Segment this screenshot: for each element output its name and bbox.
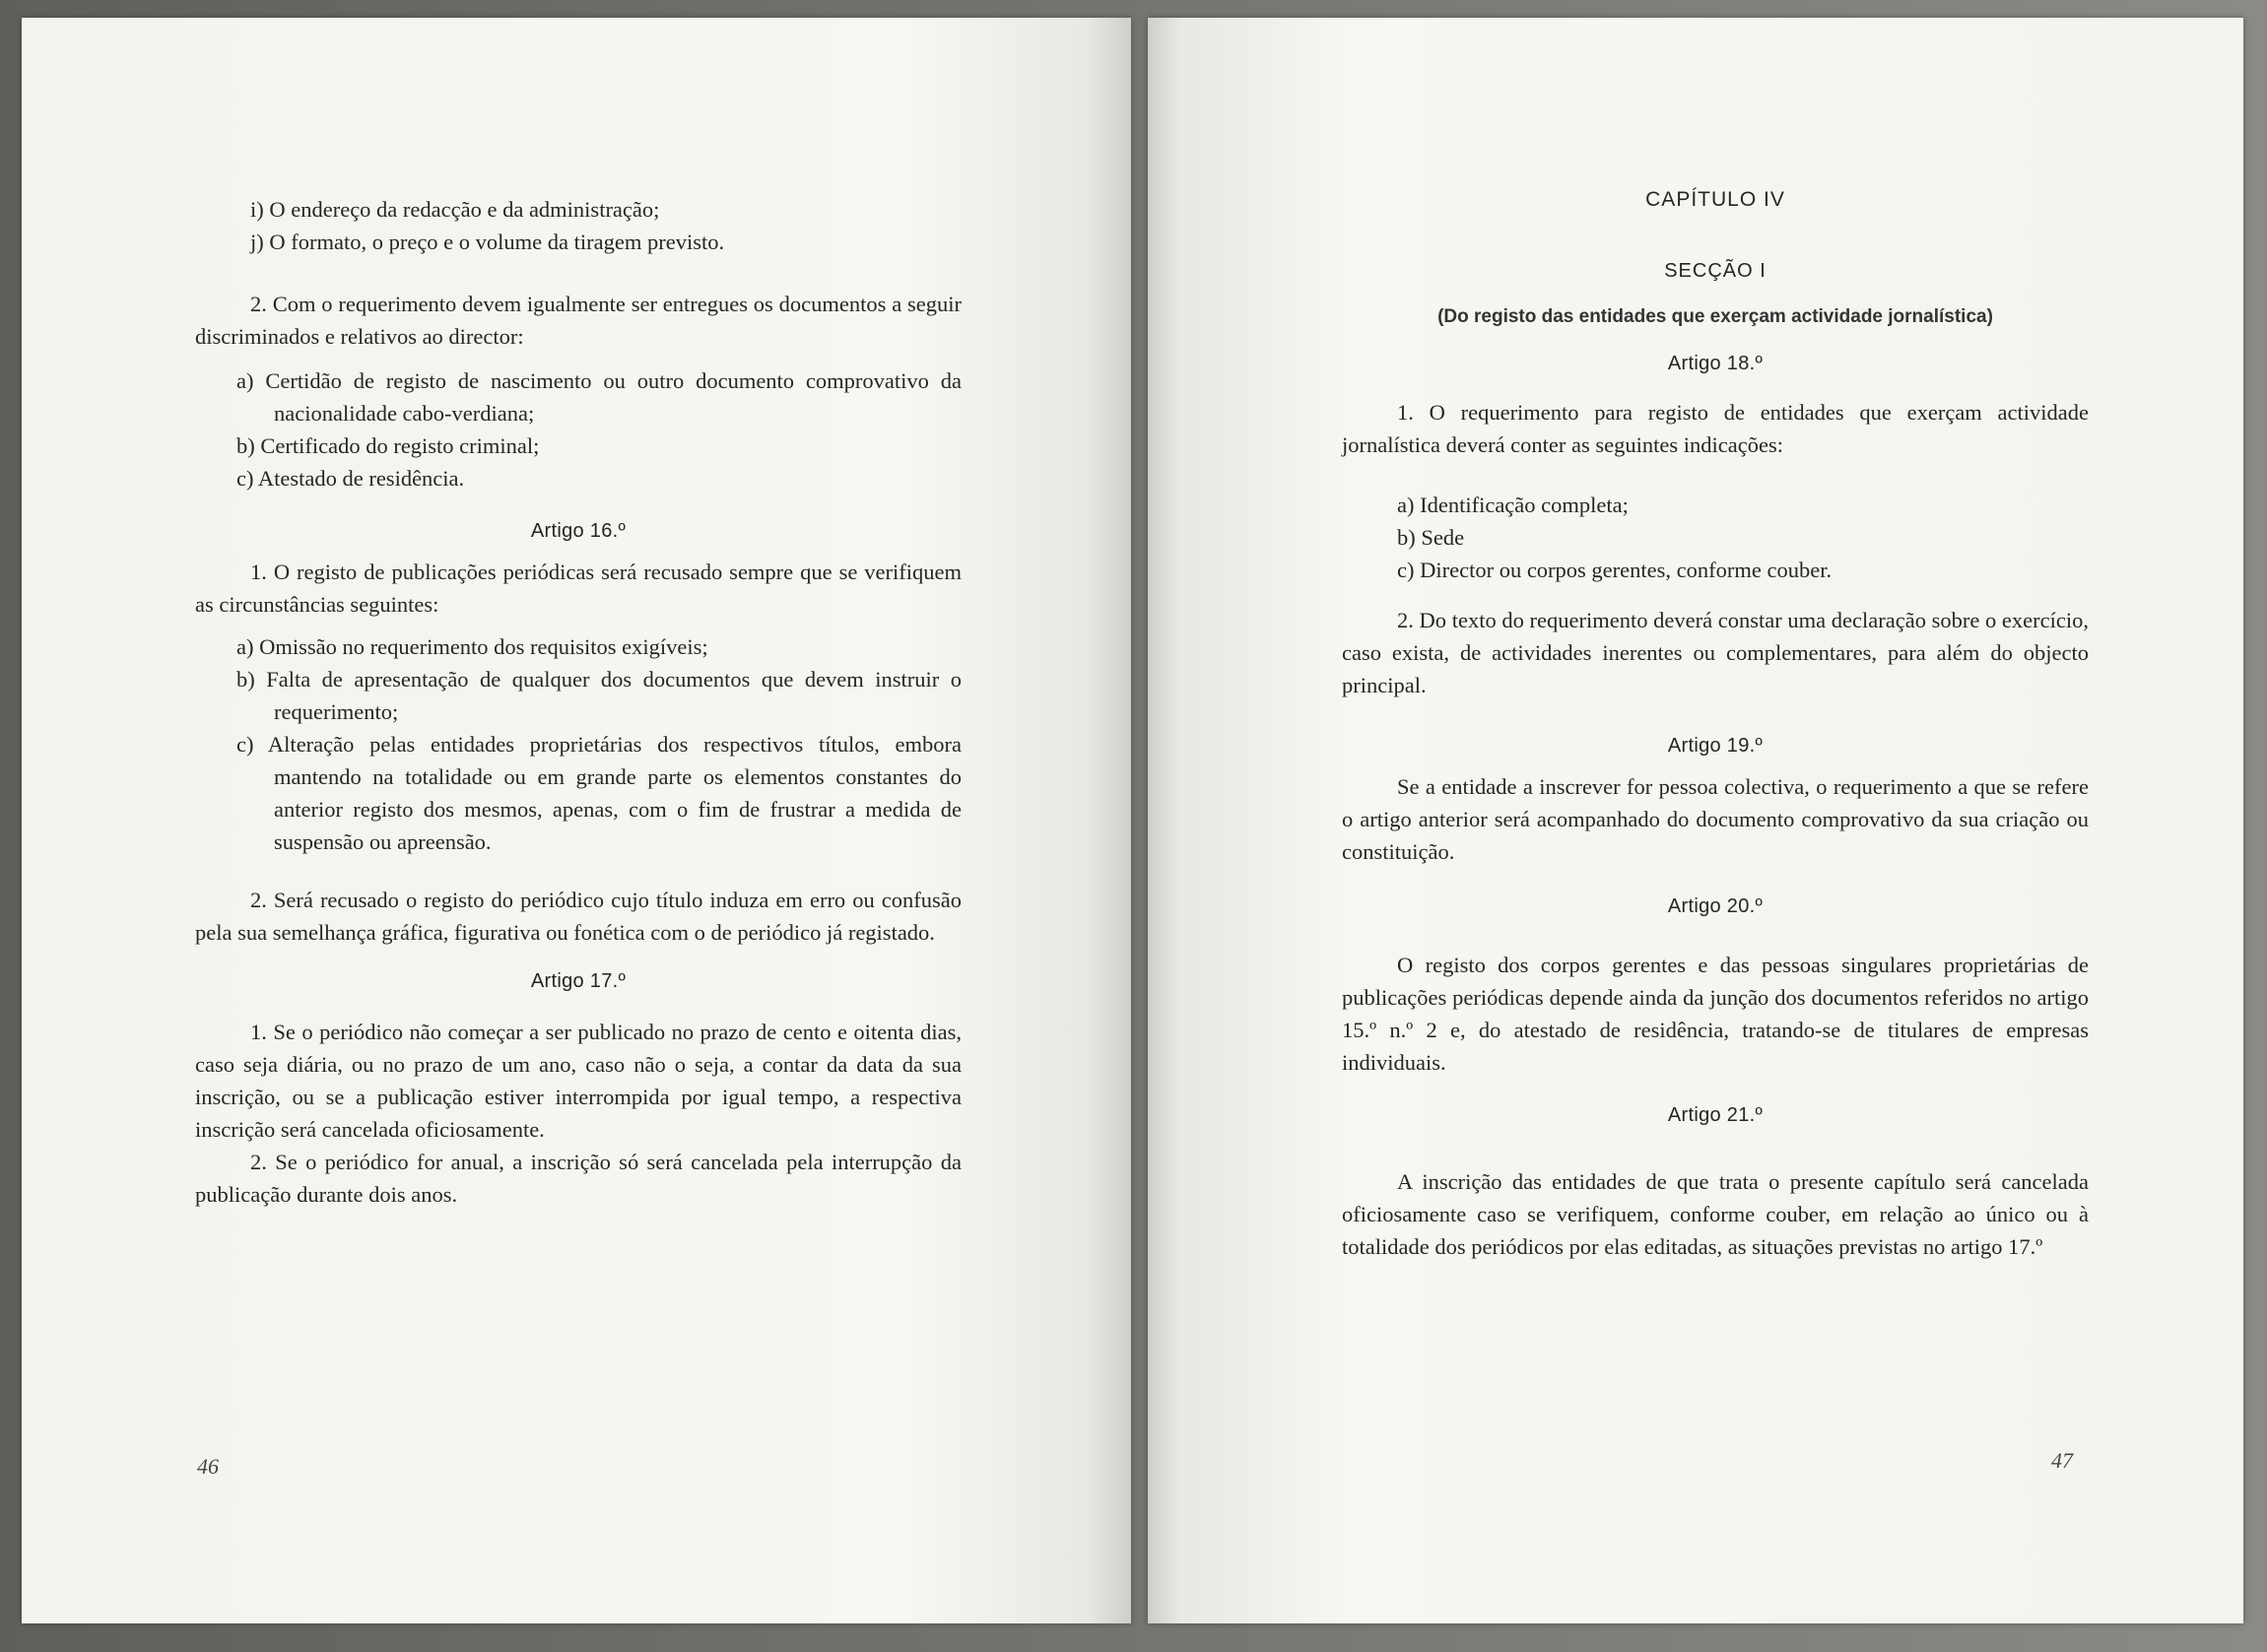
- paragraph: Se a entidade a inscrever for pessoa colectiva, o requerimento a que se refere o artigo anterior será acompanhado do documento comprovativo da sua criação ou constituição.: [1342, 774, 2089, 864]
- paragraph: 2. Do texto do requerimento deverá constar uma declaração sobre o exercício, caso exista, de actividades inerentes ou complementares, para além do objecto principal.: [1342, 608, 2089, 697]
- spacer: [195, 258, 962, 288]
- paragraph: O registo dos corpos gerentes e das pessoas singulares proprietárias de publicações periódicas depende ainda da junção dos documentos referidos no artigo 15.º n.º 2 e, do atestado de residência, tratando-se de titulares de empresas individuais.: [1342, 953, 2089, 1075]
- article-heading: Artigo 20.º: [1667, 895, 1764, 917]
- list-item: a) Identificação completa;: [1397, 493, 1629, 517]
- article-heading: Artigo 19.º: [1667, 735, 1764, 757]
- list-item: b) Certificado do registo criminal;: [236, 433, 540, 458]
- chapter-heading: CAPÍTULO IV: [1645, 188, 1785, 211]
- paragraph: 1. Se o periódico não começar a ser publicado no prazo de cento e oitenta dias, caso seja diária, ou no prazo de um ano, caso não o seja, a contar da data da sua inscrição, ou se a publicação estiver interrompida por igual tempo, a respectiva inscrição será cancelada oficiosamente.: [195, 1020, 962, 1142]
- paragraph: 1. O registo de publicações periódicas será recusado sempre que se verifiquem as circunstâncias seguintes:: [195, 560, 962, 617]
- paragraph: 1. O requerimento para registo de entidades que exerçam actividade jornalística deverá conter as seguintes indicações:: [1342, 400, 2089, 457]
- list-item: b) Falta de apresentação de qualquer dos documentos que devem instruir o requerimento;: [236, 667, 962, 724]
- item-j: j) O formato, o preço e o volume da tiragem previsto.: [250, 230, 725, 254]
- left-text-column: [195, 193, 962, 1211]
- paragraph: 2. Será recusado o registo do periódico cujo título induza em erro ou confusão pela sua semelhança gráfica, figurativa ou fonética com o de periódico já registado.: [195, 888, 962, 945]
- right-text-column: [1342, 185, 2089, 1263]
- list-item: c) Atestado de residência.: [236, 466, 465, 491]
- paragraph: A inscrição das entidades de que trata o presente capítulo será cancelada oficiosamente caso se verifiquem, conforme couber, em relação ao único ou à totalidade dos periódicos por elas editadas, as situações previstas no artigo 17.º: [1342, 1169, 2089, 1259]
- left-page: [22, 18, 1131, 1623]
- right-page: [1148, 18, 2243, 1623]
- page-number: 47: [2051, 1448, 2073, 1473]
- section-subtitle: (Do registo das entidades que exerçam actividade jornalística): [1437, 306, 1993, 327]
- article-heading: Artigo 17.º: [530, 970, 627, 992]
- article-heading: Artigo 18.º: [1667, 353, 1764, 374]
- paragraph: 2. Se o periódico for anual, a inscrição só será cancelada pela interrupção da publicação durante dois anos.: [195, 1150, 962, 1207]
- article-heading: Artigo 21.º: [1667, 1104, 1764, 1126]
- section-heading: SECÇÃO I: [1664, 260, 1767, 282]
- list-item: a) Omissão no requerimento dos requisitos exigíveis;: [236, 634, 708, 659]
- list-item: c) Alteração pelas entidades proprietárias dos respectivos títulos, embora mantendo na totalidade ou em grande parte os elementos constantes do anterior registo dos mesmos, apenas, com o fim de frustrar a medida de suspensão ou apreensão.: [236, 732, 962, 854]
- list-item: b) Sede: [1397, 525, 1465, 550]
- item-i: i) O endereço da redacção e da administração;: [250, 197, 660, 222]
- paragraph: 2. Com o requerimento devem igualmente ser entregues os documentos a seguir discriminados e relativos ao director:: [195, 292, 962, 349]
- list-item: a) Certidão de registo de nascimento ou outro documento comprovativo da nacionalidade cabo-verdiana;: [236, 368, 962, 426]
- article-heading: Artigo 16.º: [530, 520, 627, 542]
- list-item: c) Director ou corpos gerentes, conforme couber.: [1397, 558, 1833, 582]
- page-number: 46: [197, 1454, 219, 1479]
